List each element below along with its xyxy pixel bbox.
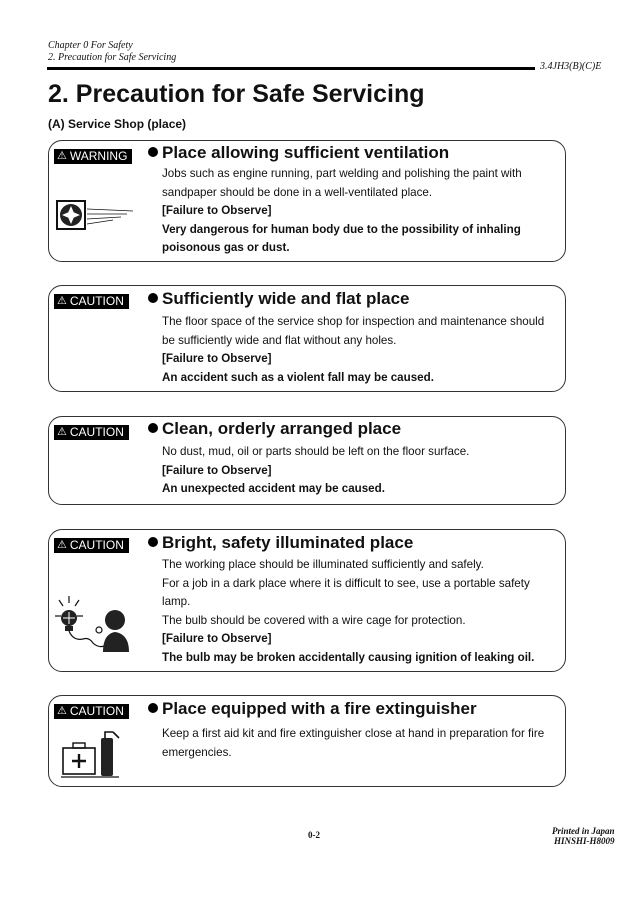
warning-triangle-icon: ⚠ (57, 426, 67, 438)
safety-box-ventilation (48, 140, 566, 262)
model-code: 3.4JH3(B)(C)E (540, 61, 602, 72)
bullet-icon (148, 537, 158, 547)
caution-badge (54, 425, 129, 440)
printed-label: Printed in Japan (552, 826, 615, 836)
section-title: Place allowing sufficient ventilation (148, 143, 449, 163)
chapter-label: Chapter 0 For Safety (48, 40, 133, 51)
header-rule (47, 67, 535, 70)
page-subtitle: (A) Service Shop (place) (48, 117, 187, 131)
caution-badge (54, 704, 129, 719)
badge-label: CAUTION (69, 704, 124, 718)
caution-badge (54, 294, 129, 309)
warning-triangle-icon: ⚠ (57, 150, 67, 162)
section-title: Bright, safety illuminated place (148, 533, 413, 553)
bullet-icon (148, 293, 158, 303)
safety-box-extinguisher (48, 695, 566, 787)
section-body: The working place should be illuminated sufficiently and safely. For a job in a dark place where it is difficult to see, use a portable safety lamp. The bulb should be covered with a wire cage for protection. [Failure to Observe] The bulb may be broken accidentally causing ignition of leaking oil. (162, 558, 535, 664)
warning-triangle-icon: ⚠ (57, 705, 67, 717)
badge-label: CAUTION (69, 538, 124, 552)
section-body: No dust, mud, oil or parts should be left on the floor surface. [Failure to Observe] An unexpected accident may be caused. (162, 445, 470, 495)
section-title: Place equipped with a fire extinguisher (148, 699, 477, 719)
section-body: Keep a first aid kit and fire extinguisher close at hand in preparation for fire emergencies. (162, 727, 545, 759)
section-label: 2. Precaution for Safe Servicing (48, 52, 177, 63)
section-title: Clean, orderly arranged place (148, 419, 401, 439)
section-body: The floor space of the service shop for inspection and maintenance should be sufficiently wide and flat without any holes. [Failure to Observe] An accident such as a violent fall may be caused. (162, 315, 545, 384)
badge-label: CAUTION (69, 294, 124, 308)
document-code: HINSHI-H8009 (554, 836, 615, 846)
safety-box-lighting (48, 529, 566, 672)
section-title: Sufficiently wide and flat place (148, 289, 410, 309)
safety-box-floor (48, 285, 566, 392)
badge-label: WARNING (69, 149, 128, 163)
section-body: Jobs such as engine running, part welding and polishing the paint with sandpaper should be done in a well-ventilated place. [Failure to Observe] Very dangerous for human body due to the possibility of inhaling poisonous gas or dust. (162, 167, 522, 254)
first-aid-extinguisher-icon (61, 728, 121, 780)
caution-badge (54, 538, 129, 553)
running-header (48, 40, 176, 64)
warning-triangle-icon: ⚠ (57, 295, 67, 307)
warning-triangle-icon: ⚠ (57, 539, 67, 551)
page-title: 2. Precaution for Safe Servicing (48, 80, 425, 108)
badge-label: CAUTION (69, 425, 124, 439)
bullet-icon (148, 423, 158, 433)
page-number: 0-2 (308, 830, 320, 840)
bullet-icon (148, 147, 158, 157)
ventilation-fan-icon (55, 199, 135, 233)
bullet-icon (148, 703, 158, 713)
safety-lamp-worker-icon (55, 594, 141, 654)
warning-badge (54, 149, 132, 164)
safety-box-clean (48, 416, 566, 505)
print-info (552, 826, 615, 846)
